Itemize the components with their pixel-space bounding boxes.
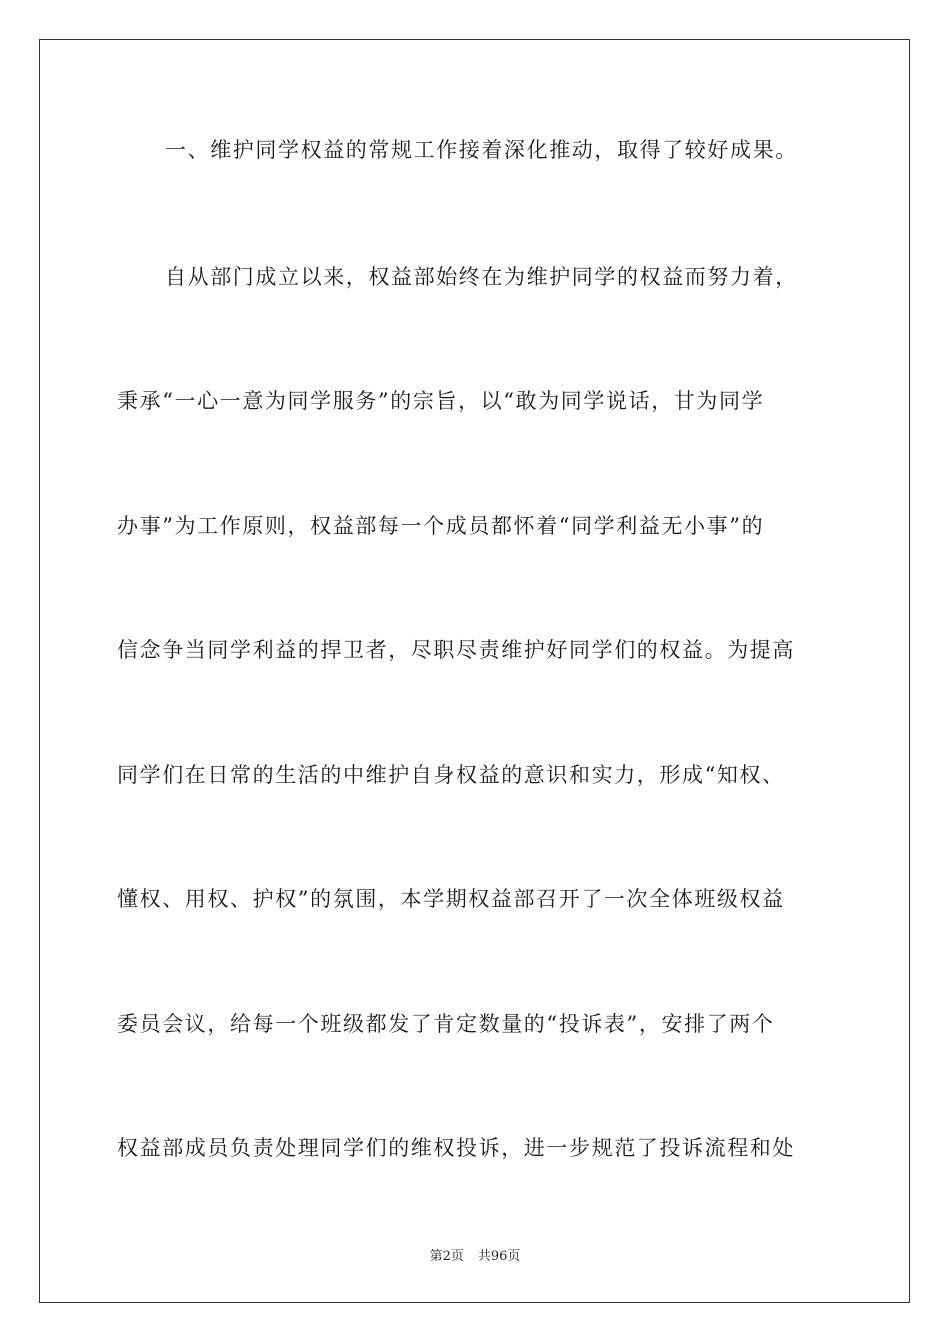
paragraph-line: 委员会议，给每一个班级都发了肯定数量的“投诉表”，安排了两个	[117, 1012, 775, 1036]
page-border	[39, 39, 910, 1303]
paragraph-line: 懂权、用权、护权”的氛围，本学期权益部召开了一次全体班级权益	[117, 887, 785, 911]
page-total: 共96页	[477, 1249, 521, 1264]
paragraph-line: 权益部成员负责处理同学们的维权投诉，进一步规范了投诉流程和处	[117, 1136, 795, 1160]
paragraph-line: 同学们在日常的生活的中维护自身权益的意识和实力，形成“知权、	[117, 763, 785, 787]
page-footer	[0, 1249, 950, 1265]
paragraph-line: 信念争当同学利益的捍卫者，尽职尽责维护好同学们的权益。为提高	[117, 638, 795, 662]
paragraph-line: 办事”为工作原则，权益部每一个成员都怀着“同学利益无小事”的	[117, 514, 765, 538]
page-number: 第2页	[429, 1249, 464, 1264]
paragraph-line: 自从部门成立以来，权益部始终在为维护同学的权益而努力着，	[165, 265, 798, 289]
paragraph-line: 秉承“一心一意为同学服务”的宗旨，以“敢为同学说话，甘为同学	[117, 389, 765, 413]
section-heading: 一、维护同学权益的常规工作接着深化推动，取得了较好成果。	[165, 138, 798, 162]
